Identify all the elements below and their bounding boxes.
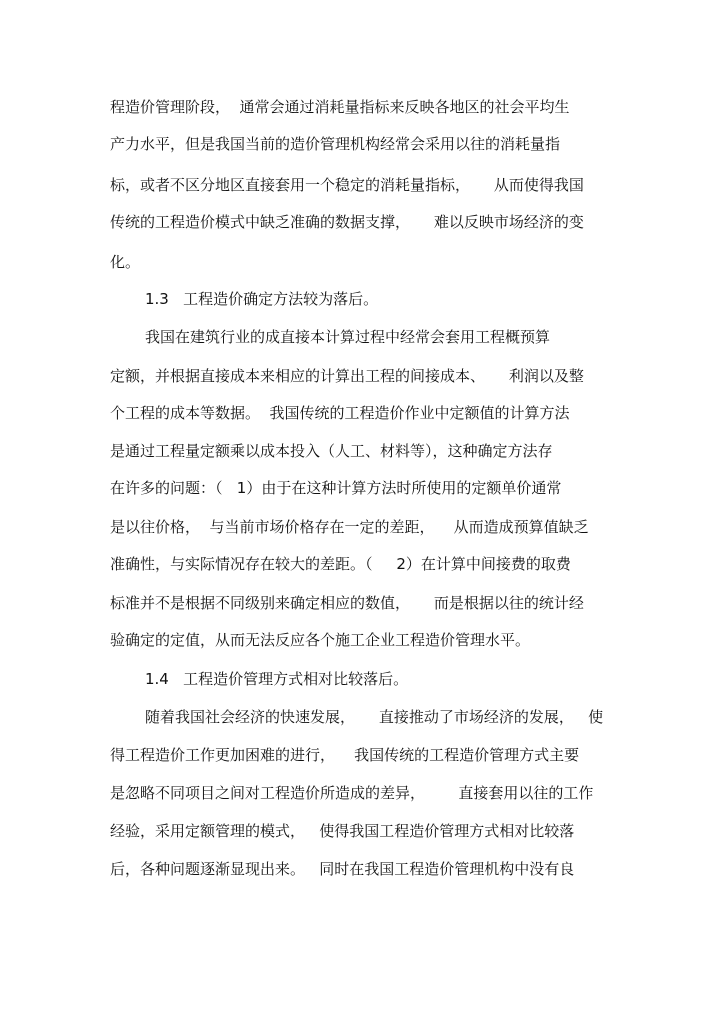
body-text-line: 是忽略不同项目之间对工程造价所造成的差异， 直接套用以往的工作 — [110, 784, 594, 802]
body-text-line: 是以往价格， 与当前市场价格存在一定的差距， 从而造成预算值缺乏 — [110, 518, 589, 536]
body-text-line: 标准并不是根据不同级别来确定相应的数值， 而是根据以往的统计经 — [110, 594, 584, 612]
body-text-line: 标，或者不区分地区直接套用一个稳定的消耗量指标， 从而使得我国 — [110, 176, 584, 194]
body-text-line: 在许多的问题：（ 1）由于在这种计算方法时所使用的定额单价通常 — [110, 479, 562, 497]
body-text-line: 传统的工程造价模式中缺乏准确的数据支撑， 难以反映市场经济的变 — [110, 213, 584, 231]
body-text-line: 定额，并根据直接成本来相应的计算出工程的间接成本、 利润以及整 — [110, 367, 584, 385]
body-text-line: 得工程造价工作更加困难的进行， 我国传统的工程造价管理方式主要 — [110, 746, 580, 764]
body-text-line: 个工程的成本等数据。 我国传统的工程造价作业中定额值的计算方法 — [110, 404, 570, 422]
body-text-line: 产力水平，但是我国当前的造价管理机构经常会采用以往的消耗量指 — [110, 135, 561, 153]
body-text-line: 随着我国社会经济的快速发展， 直接推动了市场经济的发展， 使 — [145, 708, 604, 726]
body-text-line: 后，各种问题逐渐显现出来。 同时在我国工程造价管理机构中没有良 — [110, 860, 575, 878]
body-text-line: 验确定的定值，从而无法反应各个施工企业工程造价管理水平。 — [110, 631, 531, 649]
section-heading: 1.3 工程造价确定方法较为落后。 — [145, 290, 379, 308]
body-text-line: 是通过工程量定额乘以成本投入（人工、材料等），这种确定方法存 — [110, 442, 553, 460]
body-text-line: 经验，采用定额管理的模式， 使得我国工程造价管理方式相对比较落 — [110, 822, 575, 840]
body-text-line: 我国在建筑行业的成直接本计算过程中经常会套用工程概预算 — [145, 328, 551, 346]
body-text-line: 程造价管理阶段， 通常会通过消耗量指标来反映各地区的社会平均生 — [110, 98, 570, 116]
body-text-line: 准确性，与实际情况存在较大的差距。（ 2）在计算中间接费的取费 — [110, 555, 571, 573]
section-heading: 1.4 工程造价管理方式相对比较落后。 — [145, 670, 409, 688]
body-text-line: 化。 — [110, 253, 141, 271]
